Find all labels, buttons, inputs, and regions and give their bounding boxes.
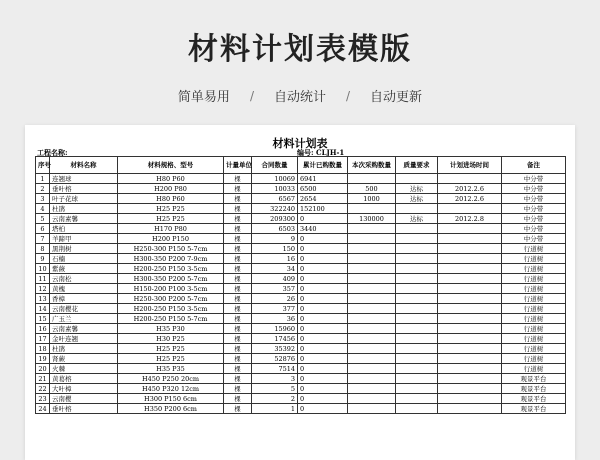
table-row [36,364,566,374]
contract-qty: 6567 [252,194,298,204]
current-qty [348,324,396,334]
unit: 棵 [224,264,252,274]
unit: 棵 [224,194,252,204]
note: 行道树 [502,264,566,274]
current-qty [348,394,396,404]
row-no: 24 [36,404,50,414]
row-no: 3 [36,194,50,204]
arrival-time [438,324,502,334]
contract-qty: 6503 [252,224,298,234]
note: 中分带 [502,194,566,204]
current-qty [348,174,396,184]
sheet-title: 材料计划表 [272,137,328,150]
material-spec: H80 P60 [118,174,224,184]
arrival-time [438,304,502,314]
note: 中分带 [502,184,566,194]
current-qty [348,274,396,284]
unit: 棵 [224,354,252,364]
arrival-time [438,224,502,234]
note: 中分带 [502,214,566,224]
col-no: 序号 [36,157,50,174]
arrival-time [438,244,502,254]
contract-qty: 15960 [252,324,298,334]
material-name: 羊蹄甲 [50,234,118,244]
material-spec: H25 P25 [118,204,224,214]
unit: 棵 [224,174,252,184]
arrival-time [438,204,502,214]
purchased-qty: 0 [298,244,348,254]
material-spec: H35 P30 [118,324,224,334]
material-name: 石楠 [50,254,118,264]
material-name: 香樟 [50,294,118,304]
current-qty [348,224,396,234]
row-no: 11 [36,274,50,284]
material-spec: H200-250 P150 5-7cm [118,314,224,324]
material-spec: H300-350 P200 7-9cm [118,254,224,264]
purchased-qty: 0 [298,284,348,294]
purchased-qty: 0 [298,384,348,394]
quality [396,244,438,254]
material-spec: H25 P25 [118,354,224,364]
col-quality: 质量要求 [396,157,438,174]
row-no: 2 [36,184,50,194]
row-no: 9 [36,254,50,264]
material-name: 云南樱花 [50,304,118,314]
arrival-time [438,294,502,304]
purchased-qty: 152100 [298,204,348,214]
row-no: 13 [36,294,50,304]
table-row [36,234,566,244]
table-row [36,394,566,404]
contract-qty: 7514 [252,364,298,374]
feature-easy: 简单易用 [177,90,230,105]
material-name: 黄葛榕 [50,374,118,384]
purchased-qty: 0 [298,274,348,284]
unit: 棵 [224,254,252,264]
contract-qty: 2 [252,394,298,404]
row-no: 22 [36,384,50,394]
purchased-qty: 0 [298,294,348,304]
note: 观景平台 [502,404,566,414]
table-row [36,404,566,414]
arrival-time [438,384,502,394]
current-qty [348,354,396,364]
material-spec: H350 P200 6cm [118,404,224,414]
table-row [36,254,566,264]
note: 行道树 [502,334,566,344]
col-name: 材料名称 [50,157,118,174]
separator: / [249,88,254,103]
arrival-time [438,344,502,354]
contract-qty: 150 [252,244,298,254]
contract-qty: 35392 [252,344,298,354]
arrival-time [438,354,502,364]
table-row [36,354,566,364]
unit: 棵 [224,224,252,234]
material-name: 大叶樟 [50,384,118,394]
contract-qty: 357 [252,284,298,294]
table-row [36,204,566,214]
row-no: 20 [36,364,50,374]
quality [396,304,438,314]
table-row [36,324,566,334]
note: 行道树 [502,324,566,334]
contract-qty: 9 [252,234,298,244]
arrival-time [438,364,502,374]
unit: 棵 [224,374,252,384]
material-name: 垂叶榕 [50,404,118,414]
purchased-qty: 0 [298,334,348,344]
purchased-qty: 0 [298,214,348,224]
note: 行道树 [502,364,566,374]
material-spec: H170 P80 [118,224,224,234]
note: 观景平台 [502,394,566,404]
material-name: 金叶连翘 [50,334,118,344]
quality: 达标 [396,184,438,194]
unit: 棵 [224,204,252,214]
material-spec: H250-300 P150 5-7cm [118,244,224,254]
quality [396,364,438,374]
note: 观景平台 [502,374,566,384]
current-qty [348,314,396,324]
material-name: 杜鹃 [50,204,118,214]
purchased-qty: 3440 [298,224,348,234]
sheet-preview [25,125,575,460]
row-no: 7 [36,234,50,244]
row-no: 23 [36,394,50,404]
material-spec: H80 P60 [118,194,224,204]
arrival-time [438,254,502,264]
table-row [36,334,566,344]
table-row [36,174,566,184]
col-contract-qty: 合同数量 [252,157,298,174]
table-row [36,224,566,234]
purchased-qty: 0 [298,344,348,354]
material-name: 云南松 [50,274,118,284]
material-name: 叶子花球 [50,194,118,204]
current-qty [348,244,396,254]
material-spec: H35 P35 [118,364,224,374]
note: 行道树 [502,284,566,294]
arrival-time [438,274,502,284]
quality [396,334,438,344]
material-name: 塔柏 [50,224,118,234]
purchased-qty: 0 [298,354,348,364]
contract-qty: 52876 [252,354,298,364]
arrival-time: 2012.2.6 [438,184,502,194]
col-unit: 计量单位 [224,157,252,174]
table-row [36,264,566,274]
purchased-qty: 0 [298,324,348,334]
material-spec: H25 P25 [118,214,224,224]
note: 中分带 [502,224,566,234]
current-qty [348,254,396,264]
table-row [36,274,566,284]
quality [396,264,438,274]
purchased-qty: 2654 [298,194,348,204]
material-spec: H450 P320 12cm [118,384,224,394]
note: 行道树 [502,294,566,304]
material-spec: H200-250 P150 3-5cm [118,264,224,274]
unit: 棵 [224,234,252,244]
material-spec: H200-250 P150 3-5cm [118,304,224,314]
contract-qty: 16 [252,254,298,264]
row-no: 14 [36,304,50,314]
arrival-time [438,264,502,274]
purchased-qty: 0 [298,374,348,384]
row-no: 18 [36,344,50,354]
arrival-time [438,174,502,184]
purchased-qty: 0 [298,394,348,404]
material-name: 垂叶榕 [50,184,118,194]
arrival-time [438,314,502,324]
note: 观景平台 [502,384,566,394]
unit: 棵 [224,364,252,374]
row-no: 10 [36,264,50,274]
material-spec: H450 P250 20cm [118,374,224,384]
unit: 棵 [224,334,252,344]
note: 中分带 [502,174,566,184]
unit: 棵 [224,184,252,194]
unit: 棵 [224,214,252,224]
material-spec: H200 P80 [118,184,224,194]
contract-qty: 10033 [252,184,298,194]
table-row [36,184,566,194]
arrival-time [438,234,502,244]
row-no: 21 [36,374,50,384]
note: 行道树 [502,344,566,354]
arrival-time [438,334,502,344]
row-no: 17 [36,334,50,344]
material-spec: H300 P150 6cm [118,394,224,404]
note: 行道树 [502,314,566,324]
material-table [35,156,566,414]
quality [396,394,438,404]
project-name-label: 工程名称: [37,148,68,157]
contract-qty: 10069 [252,174,298,184]
template-title: 材料计划表模版 [188,32,412,67]
current-qty: 1000 [348,194,396,204]
current-qty [348,334,396,344]
current-qty: 130000 [348,214,396,224]
material-name: 云南素馨 [50,324,118,334]
purchased-qty: 6500 [298,184,348,194]
purchased-qty: 0 [298,404,348,414]
note: 行道树 [502,244,566,254]
purchased-qty: 6941 [298,174,348,184]
current-qty [348,404,396,414]
quality [396,404,438,414]
unit: 棵 [224,304,252,314]
quality [396,314,438,324]
contract-qty: 3 [252,374,298,384]
current-qty [348,204,396,214]
material-spec: H30 P25 [118,334,224,344]
current-qty [348,234,396,244]
separator: / [346,88,351,103]
material-name: 广玉兰 [50,314,118,324]
contract-qty: 209300 [252,214,298,224]
row-no: 6 [36,224,50,234]
unit: 棵 [224,294,252,304]
contract-qty: 36 [252,314,298,324]
quality [396,384,438,394]
col-spec: 材料规格、型号 [118,157,224,174]
purchased-qty: 0 [298,264,348,274]
row-no: 19 [36,354,50,364]
quality [396,234,438,244]
table-row [36,244,566,254]
unit: 棵 [224,244,252,254]
current-qty [348,344,396,354]
current-qty [348,264,396,274]
col-note: 备注 [502,157,566,174]
arrival-time: 2012.2.8 [438,214,502,224]
contract-qty: 5 [252,384,298,394]
row-no: 4 [36,204,50,214]
quality [396,284,438,294]
row-no: 1 [36,174,50,184]
unit: 棵 [224,394,252,404]
row-no: 8 [36,244,50,254]
row-no: 5 [36,214,50,224]
feature-auto-stats: 自动统计 [273,90,326,105]
note: 行道树 [502,304,566,314]
material-spec: H150-200 P100 3-5cm [118,284,224,294]
material-spec: H25 P25 [118,344,224,354]
purchased-qty: 0 [298,304,348,314]
quality [396,294,438,304]
quality: 达标 [396,214,438,224]
table-row [36,294,566,304]
table-row [36,374,566,384]
unit: 棵 [224,274,252,284]
material-spec: H200 P150 [118,234,224,244]
unit: 棵 [224,384,252,394]
material-name: 连翘球 [50,174,118,184]
unit: 棵 [224,284,252,294]
material-name: 云南素馨 [50,214,118,224]
unit: 棵 [224,344,252,354]
quality: 达标 [396,194,438,204]
current-qty [348,364,396,374]
material-name: 杜鹃 [50,344,118,354]
table-row [36,284,566,294]
quality [396,174,438,184]
purchased-qty: 0 [298,364,348,374]
current-qty [348,374,396,384]
current-qty: 500 [348,184,396,194]
col-purchased-qty: 累计已购数量 [298,157,348,174]
material-name: 云南樱 [50,394,118,404]
current-qty [348,304,396,314]
note: 行道树 [502,254,566,264]
unit: 棵 [224,404,252,414]
material-name: 黄槐 [50,284,118,294]
contract-qty: 34 [252,264,298,274]
quality [396,274,438,284]
current-qty [348,294,396,304]
feature-tagline [0,86,600,105]
table-row [36,314,566,324]
table-row [36,344,566,354]
row-no: 12 [36,284,50,294]
col-current-qty: 本次采购数量 [348,157,396,174]
unit: 棵 [224,324,252,334]
unit: 棵 [224,314,252,324]
arrival-time [438,394,502,404]
contract-qty: 409 [252,274,298,284]
note: 中分带 [502,234,566,244]
material-name: 黑荆树 [50,244,118,254]
arrival-time [438,404,502,414]
material-spec: H250-300 P200 5-7cm [118,294,224,304]
table-header-row [36,157,566,174]
quality [396,254,438,264]
material-name: 肾蕨 [50,354,118,364]
material-spec: H300-350 P200 5-7cm [118,274,224,284]
quality [396,324,438,334]
note: 行道树 [502,274,566,284]
current-qty [348,284,396,294]
arrival-time [438,284,502,294]
contract-qty: 322240 [252,204,298,214]
quality [396,224,438,234]
row-no: 15 [36,314,50,324]
note: 中分带 [502,204,566,214]
row-no: 16 [36,324,50,334]
sheet-code: 编号: CLJH-1 [297,148,345,157]
purchased-qty: 0 [298,254,348,264]
contract-qty: 1 [252,404,298,414]
contract-qty: 377 [252,304,298,314]
quality [396,354,438,364]
col-arrival-time: 计划进场时间 [438,157,502,174]
contract-qty: 17456 [252,334,298,344]
table-row [36,194,566,204]
contract-qty: 26 [252,294,298,304]
quality [396,374,438,384]
table-row [36,384,566,394]
current-qty [348,384,396,394]
quality [396,204,438,214]
arrival-time: 2012.2.6 [438,194,502,204]
feature-auto-update: 自动更新 [370,90,423,105]
table-row [36,214,566,224]
purchased-qty: 0 [298,314,348,324]
arrival-time [438,374,502,384]
quality [396,344,438,354]
note: 行道树 [502,354,566,364]
purchased-qty: 0 [298,234,348,244]
material-name: 紫薇 [50,264,118,274]
table-row [36,304,566,314]
material-name: 火棘 [50,364,118,374]
